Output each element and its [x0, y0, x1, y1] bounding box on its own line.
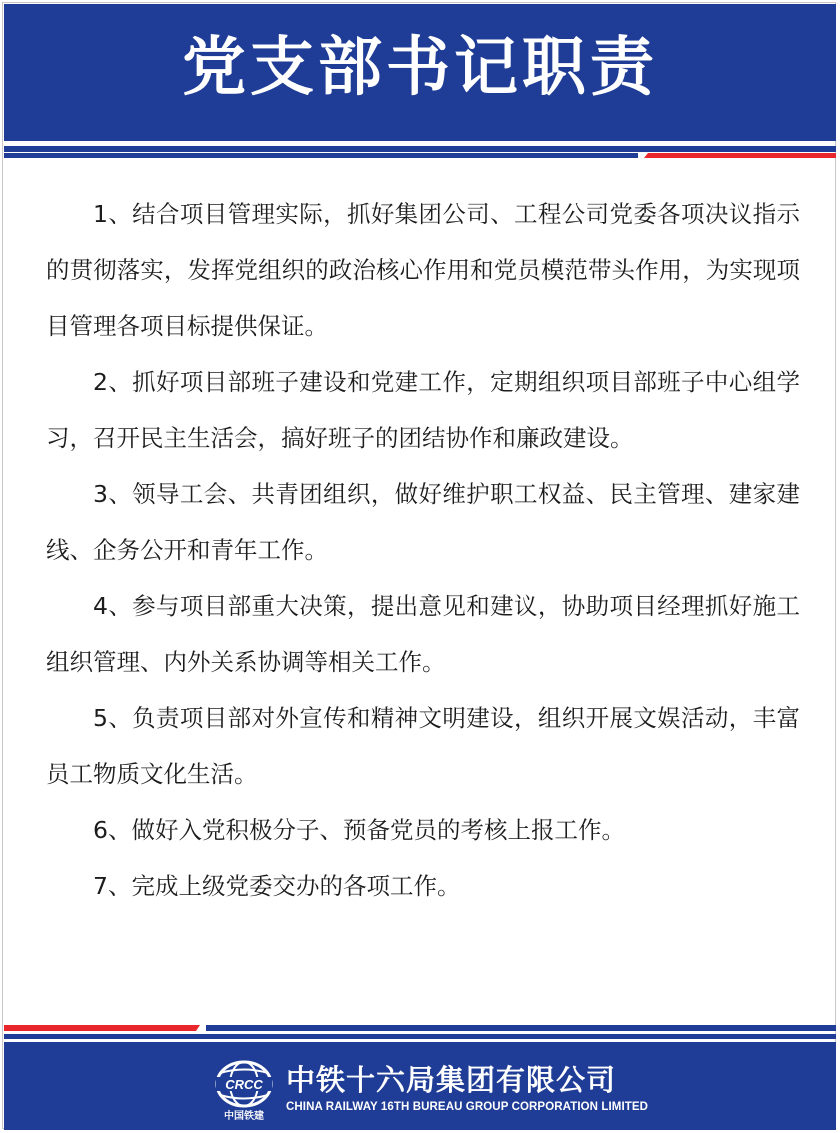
footer-banner [4, 1042, 836, 1130]
duty-item: 5、负责项目部对外宣传和精神文明建设，组织开展文娱活动，丰富员工物质文化生活。 [46, 704, 800, 788]
footer-divider-blue [4, 1034, 836, 1039]
divider-red-segment [644, 153, 836, 158]
duties-list [46, 186, 800, 914]
company-name-cn: 中铁十六局集团有限公司 [286, 1063, 617, 1097]
logo-subtitle: 中国铁建 [224, 1111, 264, 1122]
logo-wordmark: CRCC [225, 1077, 263, 1092]
header-divider-blue [4, 146, 836, 152]
duty-item: 7、完成上级党委交办的各项工作。 [93, 872, 461, 900]
header-divider-accent [4, 153, 836, 158]
duty-item: 4、参与项目部重大决策，提出意见和建议，协助项目经理抓好施工组织管理、内外关系协调等相关工作。 [46, 592, 800, 676]
page-title: 党支部书记职责 [182, 31, 658, 105]
duty-item: 1、结合项目管理实际，抓好集团公司、工程公司党委各项决议指示的贯彻落实，发挥党组织的政治核心作用和党员模范带头作用，为实现项目管理各项目标提供保证。 [46, 200, 800, 340]
duty-item: 6、做好入党积极分子、预备党员的考核上报工作。 [93, 816, 625, 844]
duty-item: 3、领导工会、共青团组织，做好维护职工权益、民主管理、建家建线、企务公开和青年工作。 [46, 480, 800, 564]
divider-blue-segment [206, 1025, 836, 1031]
divider-blue-segment [4, 153, 638, 158]
footer-divider-accent [4, 1025, 836, 1031]
duty-item: 2、抓好项目部班子建设和党建工作，定期组织项目部班子中心组学习，召开民主生活会，搞好班子的团结协作和廉政建设。 [46, 368, 800, 452]
header-banner [4, 4, 836, 141]
divider-red-segment [4, 1025, 200, 1031]
company-name-en: CHINA RAILWAY 16TH BUREAU GROUP CORPORATION LIMITED [286, 1101, 649, 1113]
